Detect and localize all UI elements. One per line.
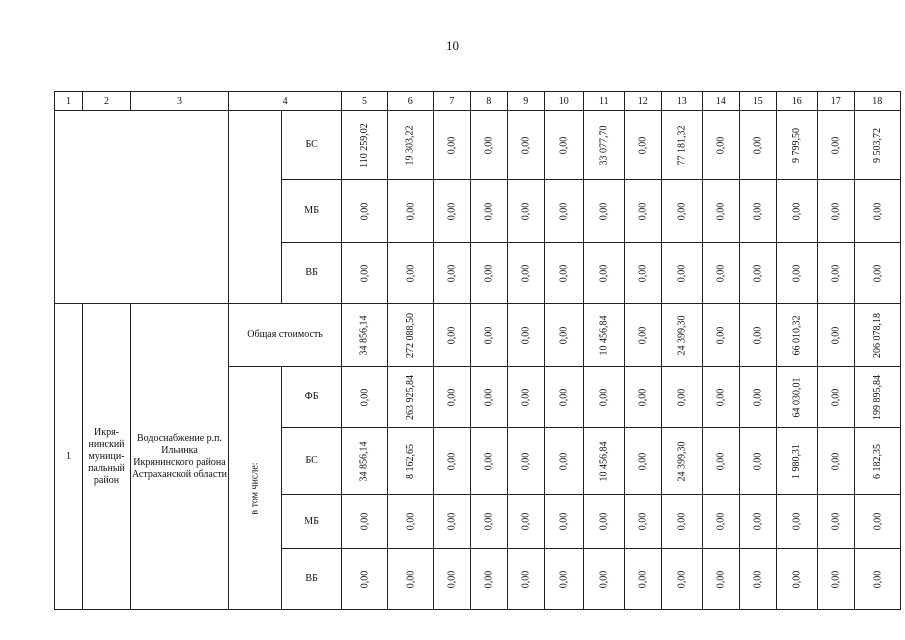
value-cell: 0,00 — [776, 243, 817, 304]
region-name: Икря-нинский муници-пальный район — [83, 304, 131, 610]
row-number: 1 — [55, 304, 83, 610]
empty-cell — [229, 111, 282, 304]
value-cell: 0,00 — [854, 549, 900, 610]
value-cell: 0,00 — [702, 495, 739, 549]
row-label: МБ — [282, 495, 342, 549]
value-cell: 10 456,84 — [583, 304, 624, 367]
col-header: 8 — [470, 92, 507, 111]
value-cell: 77 181,32 — [661, 111, 702, 180]
value-cell: 0,00 — [470, 549, 507, 610]
col-header: 16 — [776, 92, 817, 111]
value-cell: 0,00 — [817, 243, 854, 304]
value-cell: 24 399,30 — [661, 304, 702, 367]
value-cell: 8 162,65 — [387, 428, 433, 495]
value-cell: 0,00 — [544, 111, 583, 180]
value-cell: 0,00 — [702, 180, 739, 243]
value-cell: 0,00 — [387, 180, 433, 243]
value-cell: 0,00 — [583, 243, 624, 304]
value-cell: 263 925,84 — [387, 367, 433, 428]
value-cell: 0,00 — [739, 243, 776, 304]
value-cell: 0,00 — [544, 495, 583, 549]
value-cell: 0,00 — [544, 367, 583, 428]
value-cell: 272 088,50 — [387, 304, 433, 367]
value-cell: 0,00 — [624, 243, 661, 304]
value-cell: 0,00 — [624, 428, 661, 495]
value-cell: 0,00 — [433, 549, 470, 610]
value-cell: 0,00 — [817, 367, 854, 428]
value-cell: 0,00 — [702, 243, 739, 304]
col-header: 9 — [507, 92, 544, 111]
value-cell: 0,00 — [702, 111, 739, 180]
value-cell: 0,00 — [507, 367, 544, 428]
col-header: 5 — [342, 92, 388, 111]
empty-cell — [55, 111, 229, 304]
value-cell: 0,00 — [583, 495, 624, 549]
col-header: 7 — [433, 92, 470, 111]
value-cell: 0,00 — [817, 549, 854, 610]
value-cell: 0,00 — [661, 180, 702, 243]
col-header: 14 — [702, 92, 739, 111]
value-cell: 34 856,14 — [342, 304, 388, 367]
value-cell: 0,00 — [854, 243, 900, 304]
value-cell: 0,00 — [624, 367, 661, 428]
value-cell: 0,00 — [739, 495, 776, 549]
value-cell: 0,00 — [470, 243, 507, 304]
value-cell: 0,00 — [342, 367, 388, 428]
value-cell: 0,00 — [544, 549, 583, 610]
page-number: 10 — [446, 38, 459, 53]
value-cell: 0,00 — [854, 495, 900, 549]
value-cell: 199 895,84 — [854, 367, 900, 428]
value-cell: 66 010,32 — [776, 304, 817, 367]
col-header: 2 — [83, 92, 131, 111]
value-cell: 0,00 — [739, 180, 776, 243]
value-cell: 110 259,02 — [342, 111, 388, 180]
value-cell: 0,00 — [470, 495, 507, 549]
table-row — [55, 111, 901, 180]
value-cell: 6 182,35 — [854, 428, 900, 495]
value-cell: 0,00 — [470, 428, 507, 495]
value-cell: 0,00 — [661, 367, 702, 428]
budget-table — [54, 91, 901, 610]
value-cell: 0,00 — [702, 428, 739, 495]
value-cell: 1 980,31 — [776, 428, 817, 495]
header-row — [55, 92, 901, 111]
value-cell: 0,00 — [661, 243, 702, 304]
value-cell: 0,00 — [583, 367, 624, 428]
col-header: 11 — [583, 92, 624, 111]
value-cell: 0,00 — [544, 304, 583, 367]
value-cell: 0,00 — [433, 111, 470, 180]
value-cell: 10 456,84 — [583, 428, 624, 495]
value-cell: 0,00 — [702, 549, 739, 610]
value-cell: 0,00 — [739, 549, 776, 610]
col-header: 6 — [387, 92, 433, 111]
row-label: ВБ — [282, 549, 342, 610]
row-label: ВБ — [282, 243, 342, 304]
value-cell: 0,00 — [702, 367, 739, 428]
row-label: ФБ — [282, 367, 342, 428]
row-label: МБ — [282, 180, 342, 243]
col-header: 12 — [624, 92, 661, 111]
value-cell: 0,00 — [433, 428, 470, 495]
value-cell: 0,00 — [470, 367, 507, 428]
value-cell: 9 503,72 — [854, 111, 900, 180]
value-cell: 0,00 — [817, 428, 854, 495]
value-cell: 0,00 — [387, 243, 433, 304]
value-cell: 0,00 — [470, 111, 507, 180]
value-cell: 0,00 — [544, 180, 583, 243]
row-label: БС — [282, 428, 342, 495]
value-cell: 0,00 — [739, 111, 776, 180]
value-cell: 0,00 — [544, 243, 583, 304]
value-cell: 0,00 — [776, 180, 817, 243]
value-cell: 33 077,70 — [583, 111, 624, 180]
value-cell: 64 030,01 — [776, 367, 817, 428]
value-cell: 0,00 — [433, 304, 470, 367]
value-cell: 206 078,18 — [854, 304, 900, 367]
value-cell: 0,00 — [507, 549, 544, 610]
col-header: 10 — [544, 92, 583, 111]
value-cell: 0,00 — [387, 495, 433, 549]
col-header: 17 — [817, 92, 854, 111]
value-cell: 0,00 — [583, 549, 624, 610]
col-header: 4 — [229, 92, 342, 111]
value-cell: 0,00 — [817, 304, 854, 367]
value-cell: 0,00 — [507, 304, 544, 367]
value-cell: 0,00 — [470, 180, 507, 243]
total-label: Общая стоимость — [229, 304, 342, 367]
value-cell: 0,00 — [661, 495, 702, 549]
value-cell: 0,00 — [387, 549, 433, 610]
value-cell: 9 799,50 — [776, 111, 817, 180]
value-cell: 0,00 — [507, 495, 544, 549]
value-cell: 0,00 — [739, 428, 776, 495]
col-header: 18 — [854, 92, 900, 111]
value-cell: 0,00 — [817, 180, 854, 243]
value-cell: 0,00 — [544, 428, 583, 495]
value-cell: 0,00 — [776, 549, 817, 610]
value-cell: 0,00 — [817, 111, 854, 180]
value-cell: 0,00 — [624, 180, 661, 243]
value-cell: 0,00 — [624, 304, 661, 367]
including-label: в том числе: — [249, 461, 261, 515]
value-cell: 0,00 — [817, 495, 854, 549]
value-cell: 0,00 — [624, 111, 661, 180]
project-name: Водоснабжение р.п. Ильинка Икрянинского района Астраханской области — [131, 304, 229, 610]
value-cell: 0,00 — [854, 180, 900, 243]
col-header: 1 — [55, 92, 83, 111]
value-cell: 0,00 — [433, 367, 470, 428]
value-cell: 0,00 — [433, 243, 470, 304]
value-cell: 0,00 — [507, 111, 544, 180]
value-cell: 19 303,22 — [387, 111, 433, 180]
value-cell: 0,00 — [661, 549, 702, 610]
table-row — [55, 304, 901, 367]
value-cell: 0,00 — [507, 180, 544, 243]
value-cell: 0,00 — [739, 367, 776, 428]
value-cell: 24 399,30 — [661, 428, 702, 495]
value-cell: 0,00 — [433, 495, 470, 549]
value-cell: 0,00 — [342, 549, 388, 610]
including-label-cell — [229, 367, 282, 610]
value-cell: 0,00 — [342, 243, 388, 304]
value-cell: 0,00 — [433, 180, 470, 243]
col-header: 15 — [739, 92, 776, 111]
value-cell: 0,00 — [702, 304, 739, 367]
value-cell: 0,00 — [624, 549, 661, 610]
value-cell: 0,00 — [583, 180, 624, 243]
col-header: 13 — [661, 92, 702, 111]
col-header: 3 — [131, 92, 229, 111]
value-cell: 0,00 — [739, 304, 776, 367]
value-cell: 0,00 — [470, 304, 507, 367]
value-cell: 0,00 — [342, 180, 388, 243]
value-cell: 0,00 — [507, 428, 544, 495]
value-cell: 0,00 — [507, 243, 544, 304]
value-cell: 0,00 — [624, 495, 661, 549]
value-cell: 0,00 — [776, 495, 817, 549]
value-cell: 34 856,14 — [342, 428, 388, 495]
row-label: БС — [282, 111, 342, 180]
value-cell: 0,00 — [342, 495, 388, 549]
